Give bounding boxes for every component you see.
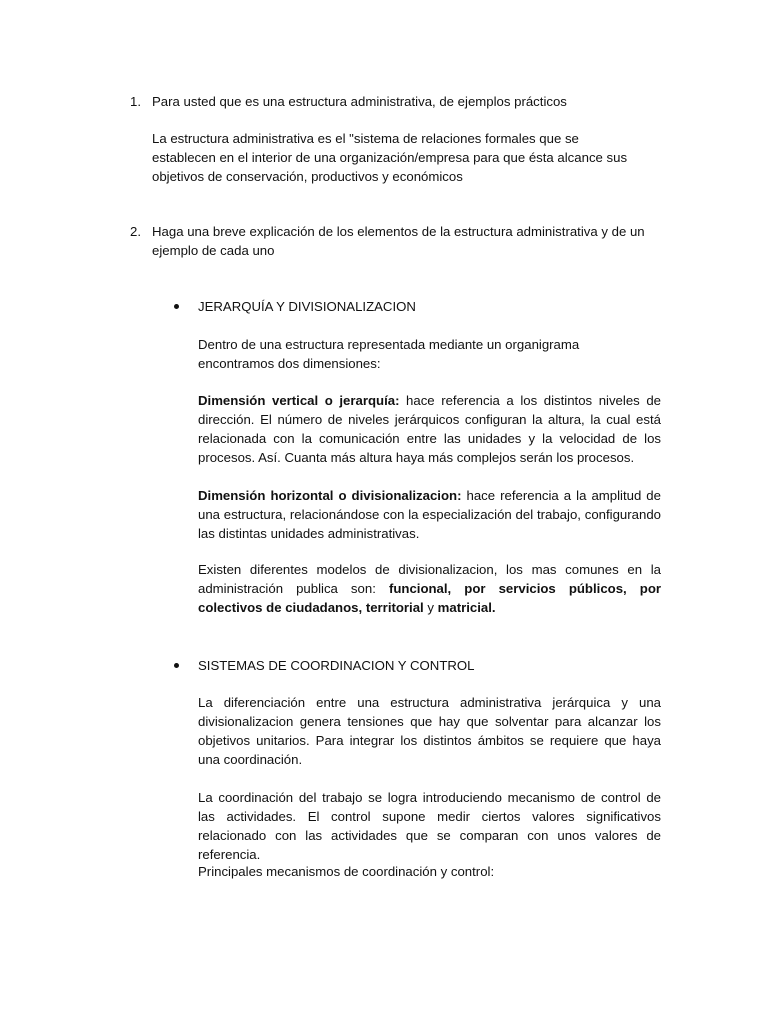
question-1-text: Para usted que es una estructura administrativa, de ejemplos prácticos — [152, 94, 567, 109]
models-and: y — [423, 600, 438, 615]
models-paragraph — [198, 560, 661, 617]
models-bold-2: matricial. — [437, 600, 496, 615]
dimension-vertical-paragraph — [198, 391, 661, 467]
answer-1: La estructura administrativa es el "sistema de relaciones formales que se establecen en el interior de una organización/empresa para que ésta alcance sus objetivos de conservación, productivos y económicos — [152, 131, 628, 184]
section-1-intro: Dentro de una estructura representada mediante un organigrama encontramos dos dimensiones: — [198, 337, 580, 371]
models-text: Existen diferentes modelos de divisionalizacion, los mas comunes en la administración publica son: — [198, 562, 661, 596]
section-1-heading: JERARQUÍA Y DIVISIONALIZACION — [198, 299, 416, 314]
question-1-number: 1. — [130, 94, 141, 109]
coordination-paragraph-2: La coordinación del trabajo se logra introduciendo mecanismo de control de las actividades. El control supone medir ciertos valores significativos relacionado con las actividades que se comparan con unos valores de referencia. — [198, 790, 661, 862]
dimension-horizontal-text: hace referencia a la amplitud de una estructura, relacionándose con la especialización del trabajo, configurando las distintas unidades administrativas. — [198, 488, 661, 541]
question-2-number: 2. — [130, 224, 141, 239]
bullet-icon — [174, 663, 179, 668]
bullet-icon — [174, 304, 179, 309]
question-2-text: Haga una breve explicación de los elementos de la estructura administrativa y de un ejemplo de cada uno — [152, 224, 645, 258]
dimension-vertical-text: hace referencia a los distintos niveles de dirección. El número de niveles jerárquicos configuran la altura, la cual está relacionada con la comunicación entre las unidades y la velocidad de los procesos. Así. Cuanta más altura haya más complejos serán los procesos. — [198, 393, 661, 465]
coordination-paragraph-1: La diferenciación entre una estructura administrativa jerárquica y una divisionalizacion genera tensiones que hay que solventar para alcanzar los objetivos unitarios. Para integrar los distintos ámbitos se requiere que haya una coordinación. — [198, 695, 661, 767]
dimension-vertical-term: Dimensión vertical o jerarquía: — [198, 393, 400, 408]
dimension-horizontal-paragraph — [198, 486, 661, 543]
dimension-horizontal-term: Dimensión horizontal o divisionalizacion: — [198, 488, 462, 503]
section-2-heading: SISTEMAS DE COORDINACION Y CONTROL — [198, 658, 475, 673]
coordination-paragraph-3: Principales mecanismos de coordinación y control: — [198, 864, 495, 879]
models-bold-1: funcional, por servicios públicos, por colectivos de ciudadanos, territorial — [198, 581, 662, 615]
